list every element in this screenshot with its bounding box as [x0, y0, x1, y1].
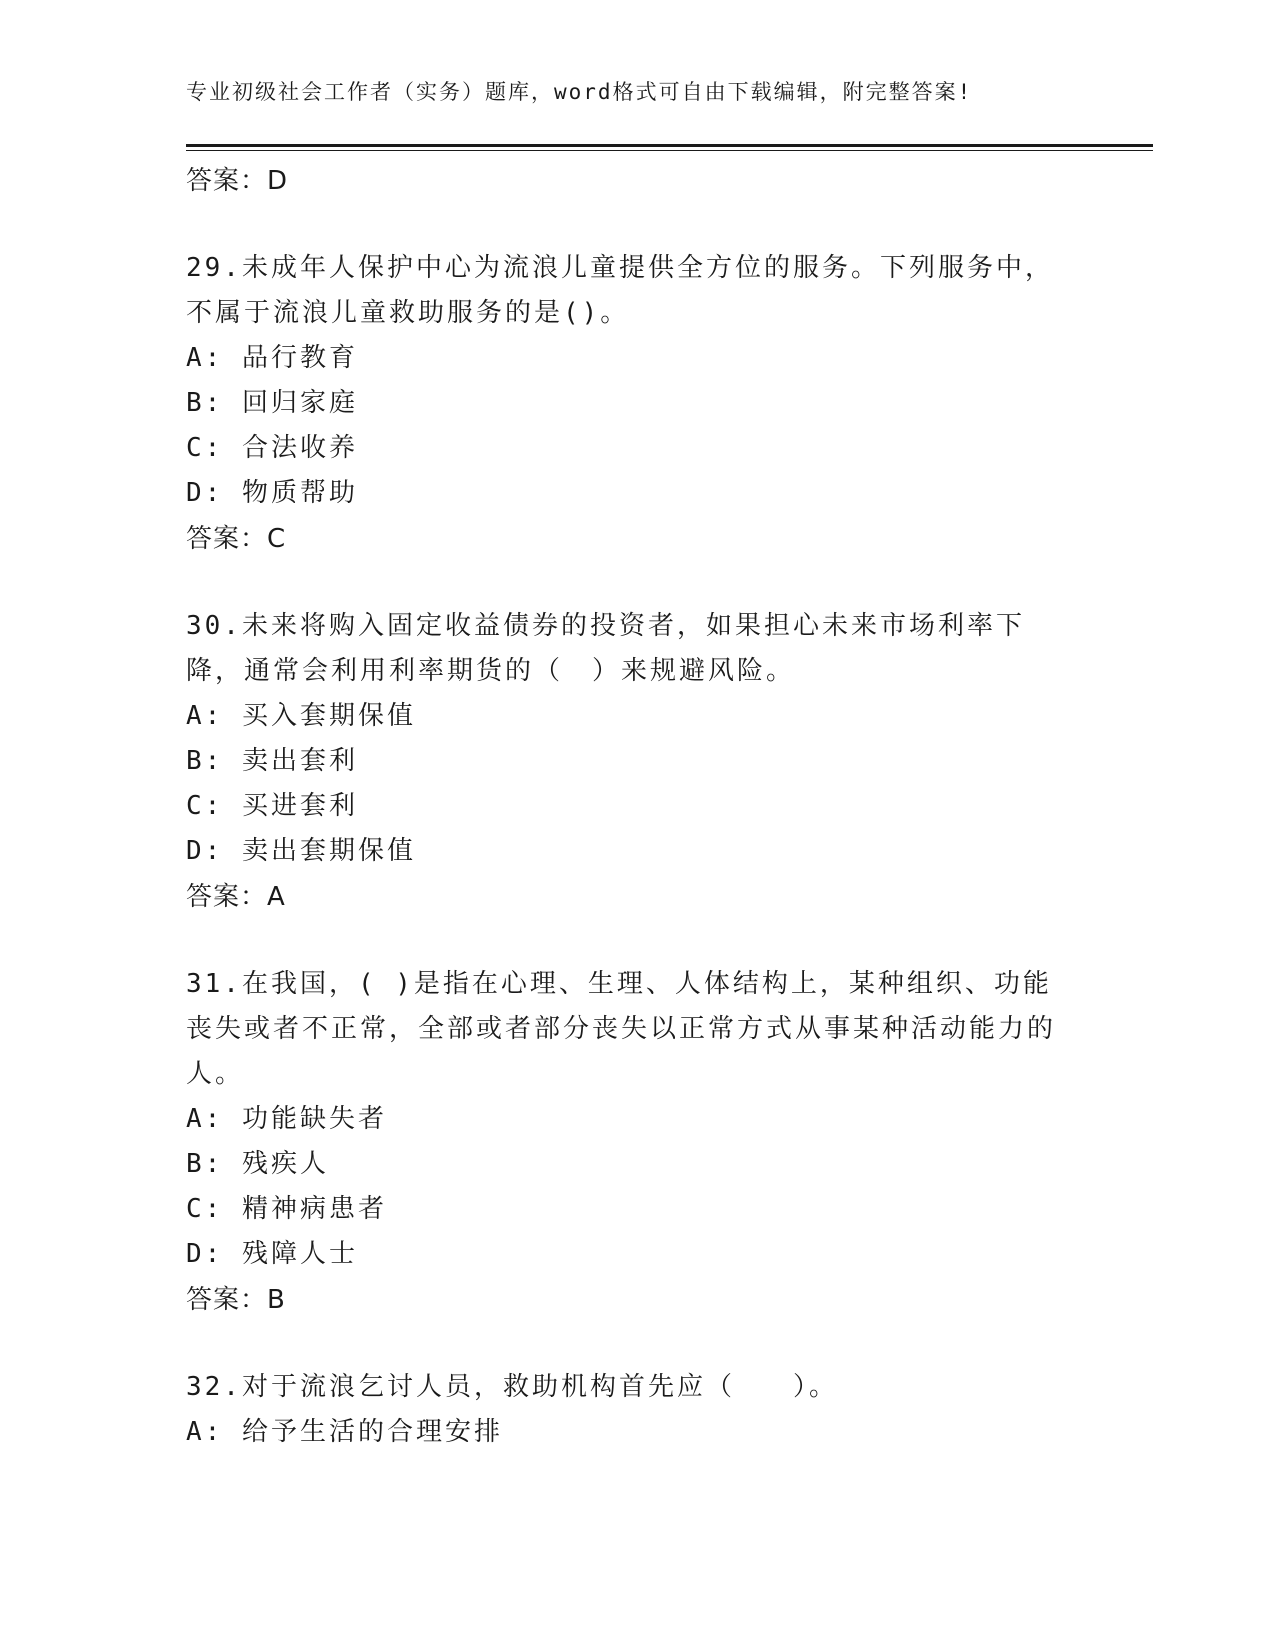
option-d: D: 物质帮助 — [186, 478, 358, 508]
question-stem: 31.在我国，( )是指在心理、生理、人体结构上，某种组织、功能丧失或者不正常，全部或者部分丧失以正常方式从事某种活动能力的人。 — [186, 969, 1057, 1089]
question-answer: 答案：A — [186, 882, 286, 912]
question-answer: 答案：C — [186, 524, 287, 554]
question-stem: 30.未来将购入固定收益债券的投资者，如果担心未来市场利率下降，通常会利用利率期货的（ ）来规避风险。 — [186, 611, 1025, 686]
previous-answer: 答案：D — [186, 166, 289, 196]
header-divider-thin — [186, 150, 1153, 151]
option-b: B: 残疾人 — [186, 1149, 329, 1179]
question-list — [186, 158, 1066, 1455]
question-stem: 32.对于流浪乞讨人员，救助机构首先应（ ）。 — [186, 1372, 838, 1402]
header-divider — [186, 144, 1153, 147]
question-30 — [186, 604, 1066, 920]
option-c: C: 合法收养 — [186, 433, 358, 463]
option-a: A: 功能缺失者 — [186, 1104, 387, 1134]
question-answer: 答案：B — [186, 1285, 286, 1315]
option-a: A: 品行教育 — [186, 343, 358, 373]
option-a: A: 买入套期保值 — [186, 701, 416, 731]
option-d: D: 卖出套期保值 — [186, 836, 416, 866]
option-b: B: 卖出套利 — [186, 746, 358, 776]
header-note: 专业初级社会工作者（实务）题库，word格式可自由下载编辑，附完整答案! — [186, 80, 973, 104]
question-stem: 29.未成年人保护中心为流浪儿童提供全方位的服务。下列服务中，不属于流浪儿童救助服务的是()。 — [186, 253, 1054, 328]
option-d: D: 残障人士 — [186, 1239, 358, 1269]
question-31 — [186, 962, 1066, 1323]
question-29 — [186, 246, 1066, 562]
option-c: C: 精神病患者 — [186, 1194, 387, 1224]
option-a: A: 给予生活的合理安排 — [186, 1417, 503, 1447]
option-c: C: 买进套利 — [186, 791, 358, 821]
question-32 — [186, 1365, 1066, 1455]
option-b: B: 回归家庭 — [186, 388, 358, 418]
